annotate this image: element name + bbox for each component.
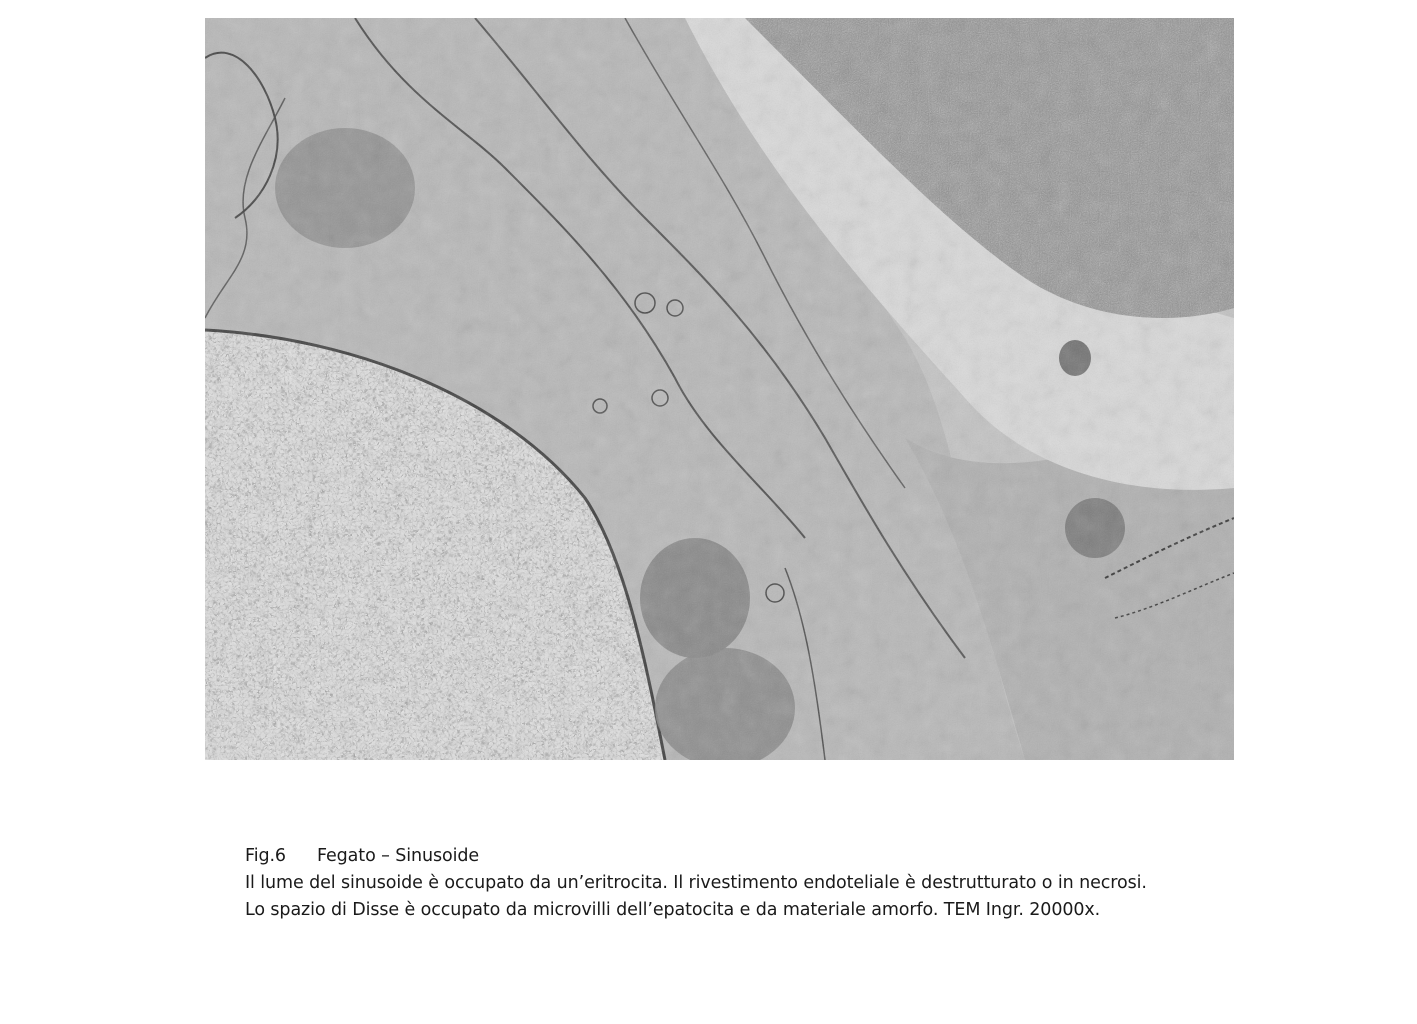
micrograph-svg <box>205 18 1234 760</box>
caption-line-1: Il lume del sinusoide è occupato da un’eritrocita. Il rivestimento endoteliale è destrutturato o in necrosi. <box>245 873 1147 893</box>
caption-heading <box>245 843 1245 870</box>
figure-number: Fig.6 <box>245 846 286 866</box>
caption-line-2: Lo spazio di Disse è occupato da microvilli dell’epatocita e da materiale amorfo. TEM Ingr. 20000x. <box>245 900 1101 920</box>
figure-caption <box>245 843 1245 924</box>
figure-title: Fegato – Sinusoide <box>317 846 480 866</box>
micrograph-image <box>205 18 1234 760</box>
